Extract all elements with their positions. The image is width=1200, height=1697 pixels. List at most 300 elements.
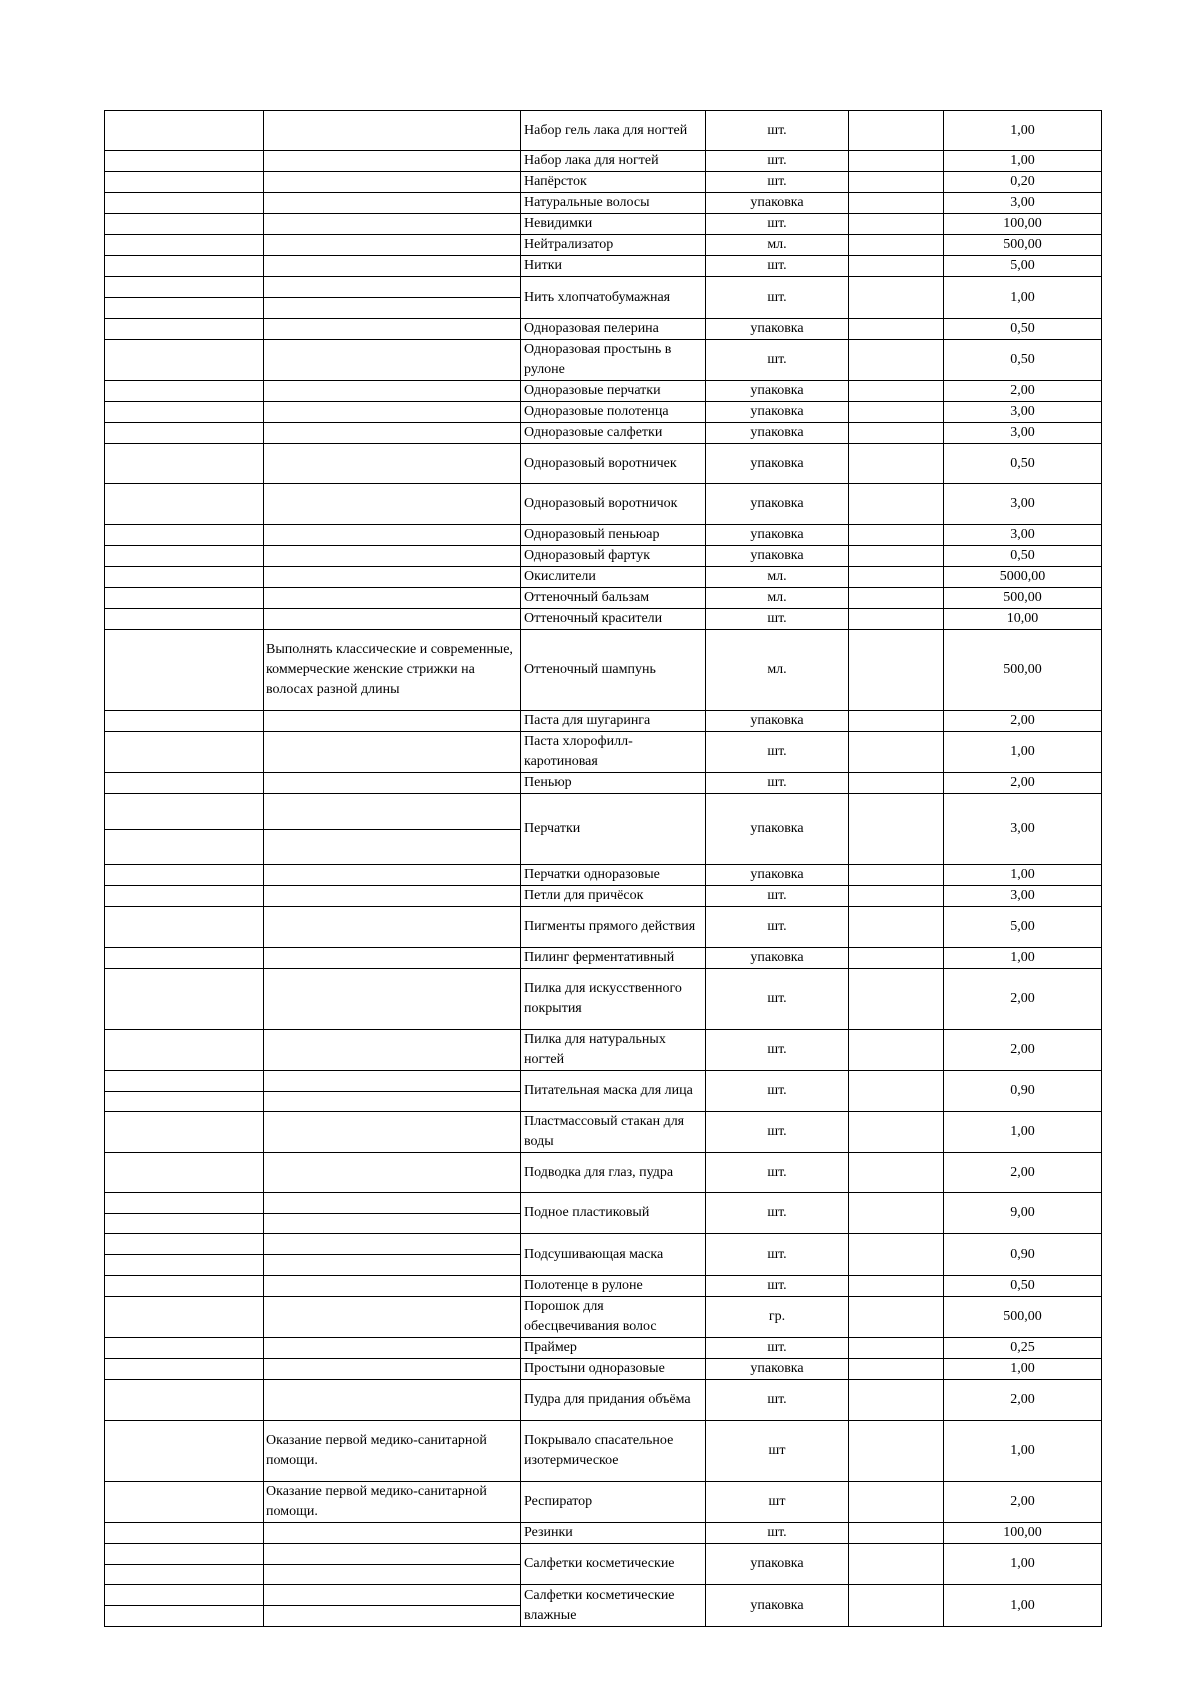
blank-cell xyxy=(849,907,944,948)
quantity-cell: 100,00 xyxy=(944,1523,1102,1544)
blank-cell xyxy=(849,1421,944,1482)
competence-cell xyxy=(264,402,521,423)
quantity-cell: 1,00 xyxy=(944,1112,1102,1153)
item-name-cell: Одноразовый воротничок xyxy=(521,484,706,525)
quantity-cell: 2,00 xyxy=(944,1030,1102,1071)
blank-cell xyxy=(849,1544,944,1585)
quantity-cell: 0,90 xyxy=(944,1071,1102,1112)
quantity-cell: 1,00 xyxy=(944,151,1102,172)
quantity-cell: 3,00 xyxy=(944,886,1102,907)
item-name-cell: Одноразовые салфетки xyxy=(521,423,706,444)
quantity-cell: 2,00 xyxy=(944,1380,1102,1421)
blank-cell xyxy=(849,1030,944,1071)
table-row xyxy=(105,256,1102,277)
row-index-cell xyxy=(105,319,264,340)
quantity-cell: 100,00 xyxy=(944,214,1102,235)
quantity-cell: 0,90 xyxy=(944,1234,1102,1276)
table-row xyxy=(105,1112,1102,1153)
quantity-cell: 1,00 xyxy=(944,1585,1102,1627)
blank-cell xyxy=(849,172,944,193)
quantity-cell: 1,00 xyxy=(944,277,1102,319)
competence-cell xyxy=(264,1276,521,1297)
competence-cell xyxy=(264,256,521,277)
row-index-cell xyxy=(105,711,264,732)
quantity-cell: 3,00 xyxy=(944,423,1102,444)
table-row xyxy=(105,1523,1102,1544)
item-name-cell: Набор лака для ногтей xyxy=(521,151,706,172)
unit-cell: шт. xyxy=(706,172,849,193)
table-row xyxy=(105,609,1102,630)
unit-cell: шт. xyxy=(706,340,849,381)
item-name-cell: Перчатки одноразовые xyxy=(521,865,706,886)
blank-cell xyxy=(849,588,944,609)
blank-cell xyxy=(849,948,944,969)
row-index-cell xyxy=(105,1544,264,1585)
blank-cell xyxy=(849,732,944,773)
competence-cell xyxy=(264,484,521,525)
quantity-cell: 2,00 xyxy=(944,711,1102,732)
blank-cell xyxy=(849,151,944,172)
quantity-cell: 3,00 xyxy=(944,525,1102,546)
quantity-cell: 500,00 xyxy=(944,630,1102,711)
competence-cell xyxy=(264,111,521,151)
item-name-cell: Респиратор xyxy=(521,1482,706,1523)
item-name-cell: Оттеночный шампунь xyxy=(521,630,706,711)
row-index-cell xyxy=(105,256,264,277)
table-row xyxy=(105,193,1102,214)
unit-cell: шт. xyxy=(706,773,849,794)
competence-cell xyxy=(264,1380,521,1421)
blank-cell xyxy=(849,567,944,588)
competence-cell xyxy=(264,732,521,773)
table-row xyxy=(105,711,1102,732)
unit-cell: мл. xyxy=(706,630,849,711)
blank-cell xyxy=(849,444,944,484)
unit-cell: шт. xyxy=(706,732,849,773)
quantity-cell: 10,00 xyxy=(944,609,1102,630)
item-name-cell: Салфетки косметические xyxy=(521,1544,706,1585)
competence-cell xyxy=(264,609,521,630)
table-row xyxy=(105,732,1102,773)
quantity-cell: 1,00 xyxy=(944,111,1102,151)
table-row xyxy=(105,969,1102,1030)
unit-cell: шт. xyxy=(706,1276,849,1297)
row-index-cell xyxy=(105,340,264,381)
quantity-cell: 9,00 xyxy=(944,1193,1102,1234)
competence-cell xyxy=(264,1338,521,1359)
item-name-cell: Пилинг ферментативный xyxy=(521,948,706,969)
blank-cell xyxy=(849,773,944,794)
row-index-cell xyxy=(105,214,264,235)
quantity-cell: 3,00 xyxy=(944,402,1102,423)
quantity-cell: 1,00 xyxy=(944,865,1102,886)
competence-cell xyxy=(264,907,521,948)
competence-cell xyxy=(264,969,521,1030)
table-row xyxy=(105,1338,1102,1359)
competence-cell xyxy=(264,277,521,319)
row-index-cell xyxy=(105,193,264,214)
unit-cell: шт. xyxy=(706,256,849,277)
blank-cell xyxy=(849,1585,944,1627)
unit-cell: шт. xyxy=(706,151,849,172)
quantity-cell: 500,00 xyxy=(944,235,1102,256)
quantity-cell: 0,50 xyxy=(944,546,1102,567)
competence-cell xyxy=(264,172,521,193)
table-row xyxy=(105,567,1102,588)
unit-cell: упаковка xyxy=(706,319,849,340)
item-name-cell: Пигменты прямого действия xyxy=(521,907,706,948)
blank-cell xyxy=(849,381,944,402)
quantity-cell: 0,25 xyxy=(944,1338,1102,1359)
table-row xyxy=(105,214,1102,235)
item-name-cell: Одноразовый фартук xyxy=(521,546,706,567)
row-index-cell xyxy=(105,235,264,256)
row-index-cell xyxy=(105,151,264,172)
item-name-cell: Порошок для обесцвечивания волос xyxy=(521,1297,706,1338)
row-index-cell xyxy=(105,172,264,193)
row-index-cell xyxy=(105,1338,264,1359)
table-row xyxy=(105,588,1102,609)
item-name-cell: Оттеночный красители xyxy=(521,609,706,630)
row-index-cell xyxy=(105,969,264,1030)
table-row xyxy=(105,1585,1102,1627)
unit-cell: упаковка xyxy=(706,444,849,484)
competence-cell: Выполнять классические и современные, коммерческие женские стрижки на волосах разной длины xyxy=(264,630,521,711)
blank-cell xyxy=(849,886,944,907)
table-row xyxy=(105,1297,1102,1338)
unit-cell: шт. xyxy=(706,1030,849,1071)
blank-cell xyxy=(849,1071,944,1112)
unit-cell: мл. xyxy=(706,567,849,588)
table-row xyxy=(105,886,1102,907)
unit-cell: шт. xyxy=(706,609,849,630)
item-name-cell: Паста для шугаринга xyxy=(521,711,706,732)
item-name-cell: Полотенце в рулоне xyxy=(521,1276,706,1297)
quantity-cell: 5,00 xyxy=(944,256,1102,277)
table-row xyxy=(105,172,1102,193)
unit-cell: шт. xyxy=(706,969,849,1030)
unit-cell: упаковка xyxy=(706,1585,849,1627)
unit-cell: упаковка xyxy=(706,546,849,567)
unit-cell: упаковка xyxy=(706,525,849,546)
blank-cell xyxy=(849,256,944,277)
competence-cell xyxy=(264,1153,521,1193)
item-name-cell: Нейтрализатор xyxy=(521,235,706,256)
quantity-cell: 3,00 xyxy=(944,794,1102,865)
competence-cell xyxy=(264,193,521,214)
blank-cell xyxy=(849,214,944,235)
item-name-cell: Резинки xyxy=(521,1523,706,1544)
blank-cell xyxy=(849,423,944,444)
item-name-cell: Праймер xyxy=(521,1338,706,1359)
unit-cell: шт. xyxy=(706,1193,849,1234)
item-name-cell: Петли для причёсок xyxy=(521,886,706,907)
table-row xyxy=(105,277,1102,319)
row-index-cell xyxy=(105,525,264,546)
quantity-cell: 1,00 xyxy=(944,948,1102,969)
blank-cell xyxy=(849,711,944,732)
unit-cell: мл. xyxy=(706,235,849,256)
blank-cell xyxy=(849,1338,944,1359)
row-index-cell xyxy=(105,1421,264,1482)
table-row xyxy=(105,444,1102,484)
row-index-cell xyxy=(105,630,264,711)
table-row xyxy=(105,948,1102,969)
table-row xyxy=(105,1234,1102,1276)
competence-cell xyxy=(264,1030,521,1071)
unit-cell: гр. xyxy=(706,1297,849,1338)
competence-cell xyxy=(264,151,521,172)
table-row xyxy=(105,1193,1102,1234)
row-index-cell xyxy=(105,1030,264,1071)
blank-cell xyxy=(849,1380,944,1421)
unit-cell: шт. xyxy=(706,214,849,235)
item-name-cell: Подсушивающая маска xyxy=(521,1234,706,1276)
row-index-cell xyxy=(105,865,264,886)
item-name-cell: Пилка для искусственного покрытия xyxy=(521,969,706,1030)
blank-cell xyxy=(849,1112,944,1153)
table-row xyxy=(105,1421,1102,1482)
unit-cell: упаковка xyxy=(706,381,849,402)
row-index-cell xyxy=(105,588,264,609)
quantity-cell: 500,00 xyxy=(944,1297,1102,1338)
row-index-cell xyxy=(105,773,264,794)
blank-cell xyxy=(849,1359,944,1380)
competence-cell xyxy=(264,381,521,402)
blank-cell xyxy=(849,794,944,865)
quantity-cell: 2,00 xyxy=(944,1153,1102,1193)
table-row xyxy=(105,111,1102,151)
competence-cell xyxy=(264,886,521,907)
row-index-cell xyxy=(105,1297,264,1338)
quantity-cell: 0,50 xyxy=(944,340,1102,381)
unit-cell: шт. xyxy=(706,1380,849,1421)
item-name-cell: Питательная маска для лица xyxy=(521,1071,706,1112)
table-row xyxy=(105,1071,1102,1112)
unit-cell: мл. xyxy=(706,588,849,609)
row-index-cell xyxy=(105,567,264,588)
blank-cell xyxy=(849,111,944,151)
quantity-cell: 0,20 xyxy=(944,172,1102,193)
unit-cell: шт xyxy=(706,1482,849,1523)
competence-cell xyxy=(264,444,521,484)
unit-cell: шт. xyxy=(706,1338,849,1359)
item-name-cell: Напёрсток xyxy=(521,172,706,193)
row-index-cell xyxy=(105,1234,264,1276)
unit-cell: упаковка xyxy=(706,711,849,732)
table-row xyxy=(105,1030,1102,1071)
table-row xyxy=(105,1544,1102,1585)
blank-cell xyxy=(849,277,944,319)
row-index-cell xyxy=(105,1193,264,1234)
competence-cell xyxy=(264,794,521,865)
blank-cell xyxy=(849,340,944,381)
competence-cell xyxy=(264,319,521,340)
competence-cell xyxy=(264,1234,521,1276)
blank-cell xyxy=(849,235,944,256)
competence-cell xyxy=(264,546,521,567)
table-row xyxy=(105,1380,1102,1421)
row-index-cell xyxy=(105,1380,264,1421)
quantity-cell: 500,00 xyxy=(944,588,1102,609)
competence-cell: Оказание первой медико-санитарной помощи. xyxy=(264,1421,521,1482)
row-index-cell xyxy=(105,423,264,444)
blank-cell xyxy=(849,525,944,546)
competence-cell xyxy=(264,1193,521,1234)
competence-cell xyxy=(264,1523,521,1544)
unit-cell: шт. xyxy=(706,277,849,319)
table-row xyxy=(105,525,1102,546)
item-name-cell: Салфетки косметические влажные xyxy=(521,1585,706,1627)
competence-cell xyxy=(264,1297,521,1338)
quantity-cell: 3,00 xyxy=(944,484,1102,525)
row-index-cell xyxy=(105,1112,264,1153)
blank-cell xyxy=(849,1523,944,1544)
table-row xyxy=(105,630,1102,711)
quantity-cell: 1,00 xyxy=(944,1421,1102,1482)
unit-cell: шт. xyxy=(706,1071,849,1112)
item-name-cell: Натуральные волосы xyxy=(521,193,706,214)
row-index-cell xyxy=(105,1276,264,1297)
blank-cell xyxy=(849,546,944,567)
competence-cell xyxy=(264,423,521,444)
blank-cell xyxy=(849,319,944,340)
item-name-cell: Простыни одноразовые xyxy=(521,1359,706,1380)
item-name-cell: Одноразовая пелерина xyxy=(521,319,706,340)
item-name-cell: Подводка для глаз, пудра xyxy=(521,1153,706,1193)
item-name-cell: Одноразовые перчатки xyxy=(521,381,706,402)
table-row xyxy=(105,235,1102,256)
competence-cell xyxy=(264,773,521,794)
quantity-cell: 3,00 xyxy=(944,193,1102,214)
quantity-cell: 1,00 xyxy=(944,732,1102,773)
row-index-cell xyxy=(105,1153,264,1193)
item-name-cell: Паста хлорофилл-каротиновая xyxy=(521,732,706,773)
table-row xyxy=(105,1153,1102,1193)
row-index-cell xyxy=(105,546,264,567)
unit-cell: упаковка xyxy=(706,193,849,214)
quantity-cell: 5,00 xyxy=(944,907,1102,948)
quantity-cell: 1,00 xyxy=(944,1544,1102,1585)
blank-cell xyxy=(849,1297,944,1338)
quantity-cell: 2,00 xyxy=(944,381,1102,402)
table-row xyxy=(105,484,1102,525)
unit-cell: шт xyxy=(706,1421,849,1482)
competence-cell xyxy=(264,948,521,969)
blank-cell xyxy=(849,402,944,423)
competence-cell xyxy=(264,865,521,886)
blank-cell xyxy=(849,193,944,214)
blank-cell xyxy=(849,969,944,1030)
competence-cell xyxy=(264,711,521,732)
blank-cell xyxy=(849,865,944,886)
table-row xyxy=(105,402,1102,423)
row-index-cell xyxy=(105,111,264,151)
table-row xyxy=(105,1482,1102,1523)
row-index-cell xyxy=(105,609,264,630)
table-row xyxy=(105,1276,1102,1297)
materials-table-body xyxy=(105,111,1102,1627)
unit-cell: упаковка xyxy=(706,423,849,444)
unit-cell: упаковка xyxy=(706,865,849,886)
unit-cell: упаковка xyxy=(706,484,849,525)
item-name-cell: Оттеночный бальзам xyxy=(521,588,706,609)
table-row xyxy=(105,319,1102,340)
quantity-cell: 5000,00 xyxy=(944,567,1102,588)
row-index-cell xyxy=(105,732,264,773)
row-index-cell xyxy=(105,1585,264,1627)
competence-cell xyxy=(264,1112,521,1153)
row-index-cell xyxy=(105,794,264,865)
quantity-cell: 0,50 xyxy=(944,444,1102,484)
item-name-cell: Одноразовый пеньюар xyxy=(521,525,706,546)
row-index-cell xyxy=(105,907,264,948)
row-index-cell xyxy=(105,381,264,402)
row-index-cell xyxy=(105,1482,264,1523)
table-row xyxy=(105,773,1102,794)
item-name-cell: Невидимки xyxy=(521,214,706,235)
row-index-cell xyxy=(105,484,264,525)
unit-cell: упаковка xyxy=(706,402,849,423)
item-name-cell: Подное пластиковый xyxy=(521,1193,706,1234)
competence-cell xyxy=(264,340,521,381)
table-row xyxy=(105,865,1102,886)
item-name-cell: Нить хлопчатобумажная xyxy=(521,277,706,319)
item-name-cell: Пилка для натуральных ногтей xyxy=(521,1030,706,1071)
blank-cell xyxy=(849,630,944,711)
item-name-cell: Набор гель лака для ногтей xyxy=(521,111,706,151)
table-row xyxy=(105,340,1102,381)
unit-cell: шт. xyxy=(706,1234,849,1276)
competence-cell xyxy=(264,588,521,609)
row-index-cell xyxy=(105,444,264,484)
item-name-cell: Покрывало спасательное изотермическое xyxy=(521,1421,706,1482)
competence-cell xyxy=(264,1585,521,1627)
quantity-cell: 1,00 xyxy=(944,1359,1102,1380)
item-name-cell: Окислители xyxy=(521,567,706,588)
row-index-cell xyxy=(105,1523,264,1544)
table-row xyxy=(105,1359,1102,1380)
blank-cell xyxy=(849,1153,944,1193)
item-name-cell: Одноразовая простынь в рулоне xyxy=(521,340,706,381)
unit-cell: шт. xyxy=(706,886,849,907)
competence-cell xyxy=(264,1359,521,1380)
table-row xyxy=(105,381,1102,402)
quantity-cell: 0,50 xyxy=(944,319,1102,340)
unit-cell: шт. xyxy=(706,111,849,151)
quantity-cell: 0,50 xyxy=(944,1276,1102,1297)
blank-cell xyxy=(849,609,944,630)
row-index-cell xyxy=(105,1359,264,1380)
item-name-cell: Пеньюр xyxy=(521,773,706,794)
table-row xyxy=(105,907,1102,948)
unit-cell: шт. xyxy=(706,907,849,948)
competence-cell xyxy=(264,567,521,588)
competence-cell xyxy=(264,525,521,546)
table-row xyxy=(105,423,1102,444)
blank-cell xyxy=(849,1193,944,1234)
blank-cell xyxy=(849,1482,944,1523)
table-row xyxy=(105,151,1102,172)
competence-cell xyxy=(264,1071,521,1112)
quantity-cell: 2,00 xyxy=(944,773,1102,794)
competence-cell: Оказание первой медико-санитарной помощи. xyxy=(264,1482,521,1523)
unit-cell: шт. xyxy=(706,1153,849,1193)
blank-cell xyxy=(849,1234,944,1276)
item-name-cell: Одноразовые полотенца xyxy=(521,402,706,423)
quantity-cell: 2,00 xyxy=(944,1482,1102,1523)
item-name-cell: Нитки xyxy=(521,256,706,277)
